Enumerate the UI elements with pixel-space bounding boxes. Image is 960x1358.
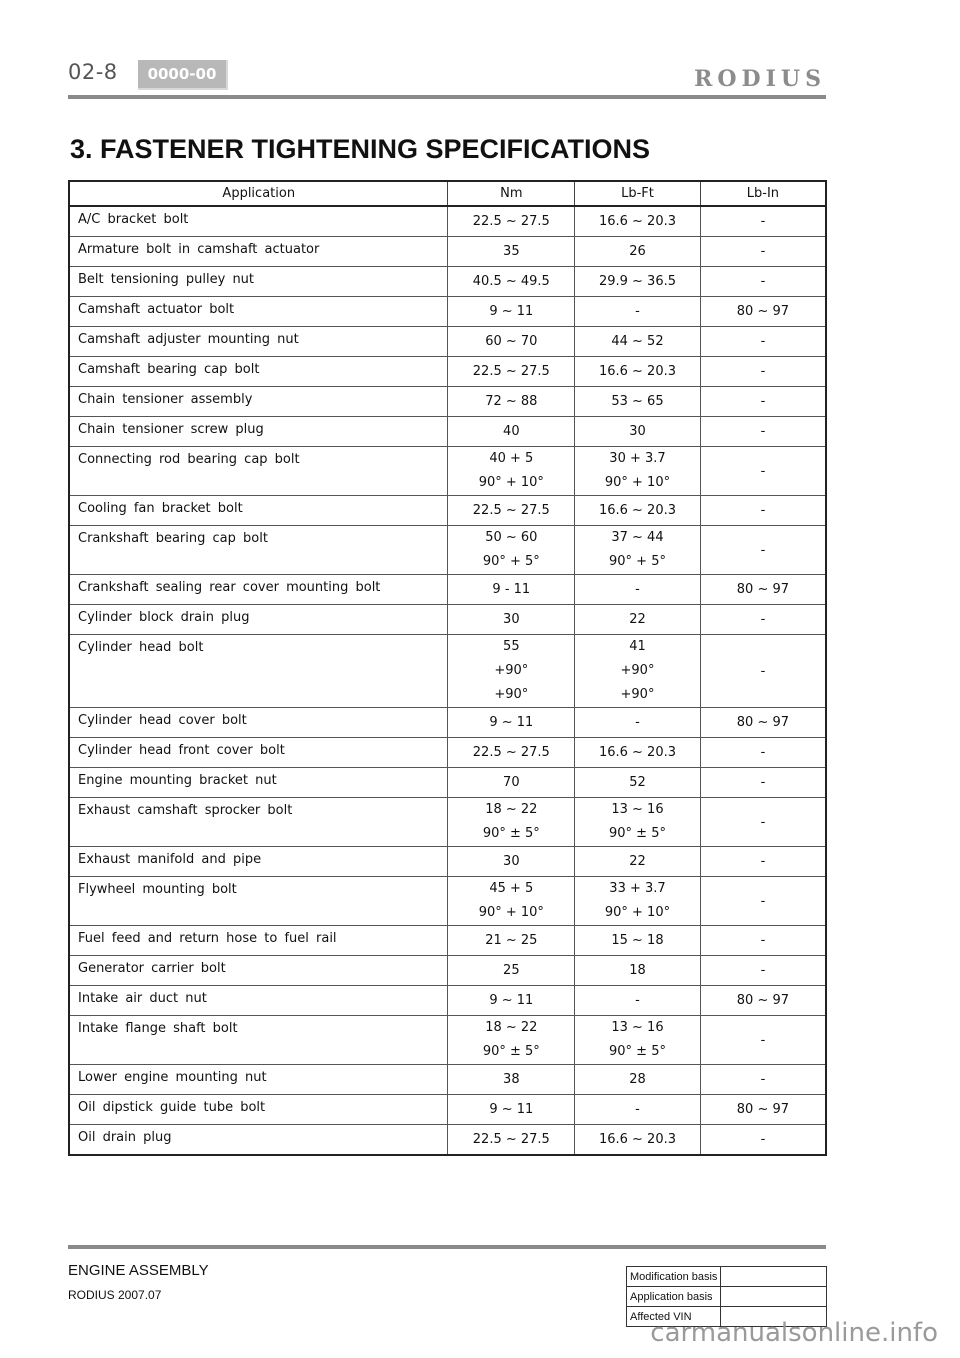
cell-lbft-line: +90° (620, 687, 655, 702)
cell-application: Armature bolt in camshaft actuator (69, 237, 448, 267)
modification-value (721, 1267, 827, 1287)
table-row (69, 387, 826, 417)
cell-lbft-line: 29.9 ~ 36.5 (598, 273, 677, 289)
table-row (69, 417, 826, 447)
table-row (69, 526, 826, 575)
cell-application: Camshaft bearing cap bolt (69, 357, 448, 387)
column-header-lbft: Lb-Ft (575, 181, 701, 206)
cell-lbft-line: - (635, 581, 640, 597)
table-row (69, 798, 826, 847)
cell-application: Intake flange shaft bolt (69, 1016, 448, 1065)
cell-lbft (575, 1095, 701, 1125)
cell-lbft-line: 15 ~ 18 (611, 932, 664, 948)
watermark: carmanualsonline.info (650, 1318, 938, 1348)
cell-lbft-line: - (635, 714, 640, 730)
cell-nm-line: 90° + 10° (478, 905, 544, 920)
cell-application: A/C bracket bolt (69, 206, 448, 237)
cell-nm-line: 22.5 ~ 27.5 (472, 1131, 550, 1147)
modification-label: Affected VIN (627, 1307, 721, 1327)
cell-nm (448, 297, 575, 327)
cell-application: Fuel feed and return hose to fuel rail (69, 926, 448, 956)
column-header-application: Application (69, 181, 448, 206)
modification-value (721, 1287, 827, 1307)
cell-application: Intake air duct nut (69, 986, 448, 1016)
cell-nm-line: 21 ~ 25 (485, 932, 538, 948)
cell-lbft (575, 206, 701, 237)
cell-lbin: 80 ~ 97 (700, 986, 826, 1016)
cell-lbft-line: 22 (629, 611, 646, 627)
table-row (69, 1095, 826, 1125)
cell-nm (448, 1065, 575, 1095)
cell-nm (448, 605, 575, 635)
modification-label: Modification basis (627, 1267, 721, 1287)
cell-lbft-line: 13 ~ 16 (611, 802, 664, 817)
tightening-spec-table (68, 180, 827, 1156)
cell-nm-line: 9 ~ 11 (489, 714, 534, 730)
cell-lbft (575, 496, 701, 526)
cell-lbft (575, 1016, 701, 1065)
cell-lbft-line: +90° (620, 663, 655, 678)
table-row (69, 237, 826, 267)
cell-lbft-line: - (635, 992, 640, 1008)
cell-lbft-line: 90° ± 5° (609, 826, 666, 841)
cell-application: Engine mounting bracket nut (69, 768, 448, 798)
cell-application: Cylinder head front cover bolt (69, 738, 448, 768)
cell-nm-line: 30 (503, 611, 520, 627)
cell-nm-line: 50 ~ 60 (485, 530, 538, 545)
table-row (69, 327, 826, 357)
cell-application: Exhaust manifold and pipe (69, 847, 448, 877)
cell-nm (448, 526, 575, 575)
cell-nm-line: 9 ~ 11 (489, 992, 534, 1008)
cell-nm (448, 635, 575, 708)
cell-lbft (575, 605, 701, 635)
cell-nm (448, 768, 575, 798)
cell-nm (448, 847, 575, 877)
cell-lbft (575, 267, 701, 297)
table-row (69, 297, 826, 327)
cell-lbft (575, 798, 701, 847)
cell-lbin: 80 ~ 97 (700, 297, 826, 327)
cell-lbin: - (700, 956, 826, 986)
cell-nm (448, 738, 575, 768)
cell-lbin: 80 ~ 97 (700, 1095, 826, 1125)
cell-nm (448, 575, 575, 605)
cell-lbft-line: 30 (629, 423, 646, 439)
cell-application: Cylinder head cover bolt (69, 708, 448, 738)
table-row (69, 496, 826, 526)
cell-lbft-line: 44 ~ 52 (611, 333, 664, 349)
cell-nm-line: 22.5 ~ 27.5 (472, 363, 550, 379)
cell-lbft (575, 237, 701, 267)
cell-nm-line: 25 (503, 962, 520, 978)
cell-lbft-line: 16.6 ~ 20.3 (598, 213, 677, 229)
table-row (69, 635, 826, 708)
table-row (69, 926, 826, 956)
cell-lbft-line: 22 (629, 853, 646, 869)
cell-nm-line: 22.5 ~ 27.5 (472, 213, 550, 229)
cell-lbft (575, 738, 701, 768)
cell-nm (448, 926, 575, 956)
cell-nm-line: 90° + 10° (478, 475, 544, 490)
cell-lbft-line: 16.6 ~ 20.3 (598, 363, 677, 379)
cell-lbin: - (700, 926, 826, 956)
cell-lbft (575, 926, 701, 956)
cell-lbft-line: 41 (629, 639, 646, 654)
table-row (69, 357, 826, 387)
cell-lbft-line: 90° + 10° (604, 475, 671, 490)
cell-nm-line: 18 ~ 22 (485, 1020, 538, 1035)
cell-lbft-line: 90° ± 5° (609, 1044, 666, 1059)
cell-lbin: - (700, 417, 826, 447)
cell-lbft-line: 26 (629, 243, 646, 259)
cell-lbft (575, 635, 701, 708)
cell-application: Cylinder head bolt (69, 635, 448, 708)
cell-lbft-line: 52 (629, 774, 646, 790)
page-number: 02-8 (68, 60, 118, 84)
cell-lbft (575, 708, 701, 738)
cell-lbft (575, 986, 701, 1016)
cell-nm (448, 708, 575, 738)
table-row (69, 986, 826, 1016)
cell-nm-line: 40 (503, 423, 520, 439)
cell-lbft-line: - (635, 303, 640, 319)
cell-nm (448, 956, 575, 986)
table-row (69, 738, 826, 768)
cell-nm-line: 22.5 ~ 27.5 (472, 744, 550, 760)
cell-nm-line: 9 ~ 11 (489, 1101, 534, 1117)
cell-application: Chain tensioner assembly (69, 387, 448, 417)
table-row (69, 956, 826, 986)
cell-lbin: - (700, 738, 826, 768)
cell-lbft (575, 417, 701, 447)
cell-lbft-line: 37 ~ 44 (611, 530, 664, 545)
cell-application: Flywheel mounting bolt (69, 877, 448, 926)
cell-nm-line: 35 (503, 243, 520, 259)
cell-lbin: - (700, 1125, 826, 1156)
cell-lbft-line: - (635, 1101, 640, 1117)
table-row (69, 847, 826, 877)
cell-lbin: - (700, 496, 826, 526)
cell-lbin: 80 ~ 97 (700, 708, 826, 738)
cell-lbft (575, 357, 701, 387)
cell-application: Chain tensioner screw plug (69, 417, 448, 447)
cell-nm-line: 9 - 11 (492, 581, 531, 597)
cell-lbft-line: 33 + 3.7 (609, 881, 666, 896)
cell-nm (448, 327, 575, 357)
table-row (69, 768, 826, 798)
cell-nm-line: 30 (503, 853, 520, 869)
cell-lbin: - (700, 798, 826, 847)
cell-nm-line: 40.5 ~ 49.5 (472, 273, 550, 289)
cell-lbft-line: 13 ~ 16 (611, 1020, 664, 1035)
cell-lbin: - (700, 237, 826, 267)
cell-lbin: - (700, 357, 826, 387)
cell-lbft (575, 877, 701, 926)
cell-nm (448, 496, 575, 526)
cell-lbft-line: 16.6 ~ 20.3 (598, 1131, 677, 1147)
cell-lbft (575, 768, 701, 798)
cell-nm-line: 55 (503, 639, 520, 654)
cell-nm (448, 417, 575, 447)
cell-lbft (575, 526, 701, 575)
cell-lbft (575, 297, 701, 327)
cell-nm (448, 1125, 575, 1156)
cell-nm (448, 387, 575, 417)
cell-lbin: - (700, 877, 826, 926)
cell-nm (448, 877, 575, 926)
cell-nm-line: 60 ~ 70 (485, 333, 538, 349)
cell-lbft (575, 956, 701, 986)
cell-application: Oil dipstick guide tube bolt (69, 1095, 448, 1125)
cell-lbft (575, 447, 701, 496)
cell-nm-line: 90° + 5° (482, 554, 540, 569)
cell-nm-line: +90° (494, 687, 529, 702)
cell-lbin: - (700, 847, 826, 877)
cell-lbin: - (700, 605, 826, 635)
cell-lbin: - (700, 768, 826, 798)
cell-nm (448, 206, 575, 237)
cell-nm (448, 798, 575, 847)
cell-application: Camshaft adjuster mounting nut (69, 327, 448, 357)
cell-lbin: - (700, 206, 826, 237)
table-row (69, 575, 826, 605)
cell-lbft (575, 1125, 701, 1156)
cell-nm-line: 18 ~ 22 (485, 802, 538, 817)
cell-application: Cylinder block drain plug (69, 605, 448, 635)
cell-nm (448, 986, 575, 1016)
cell-nm-line: 72 ~ 88 (485, 393, 538, 409)
cell-nm-line: 90° ± 5° (482, 1044, 540, 1059)
cell-lbin: - (700, 327, 826, 357)
cell-nm (448, 267, 575, 297)
cell-lbft (575, 1065, 701, 1095)
cell-lbin: - (700, 447, 826, 496)
section-code-badge: 0000-00 (138, 60, 228, 90)
cell-lbft-line: 16.6 ~ 20.3 (598, 502, 677, 518)
table-row (69, 708, 826, 738)
cell-lbin: - (700, 1065, 826, 1095)
cell-application: Cooling fan bracket bolt (69, 496, 448, 526)
modification-row (627, 1287, 827, 1307)
table-row (69, 267, 826, 297)
cell-application: Exhaust camshaft sprocker bolt (69, 798, 448, 847)
table-row (69, 206, 826, 237)
cell-lbft (575, 575, 701, 605)
column-header-lbin: Lb-In (700, 181, 826, 206)
cell-nm-line: 90° ± 5° (482, 826, 540, 841)
cell-nm-line: 9 ~ 11 (489, 303, 534, 319)
cell-lbin: - (700, 387, 826, 417)
cell-application: Connecting rod bearing cap bolt (69, 447, 448, 496)
cell-application: Crankshaft sealing rear cover mounting bolt (69, 575, 448, 605)
header-divider (68, 95, 826, 99)
table-row (69, 447, 826, 496)
column-header-nm: Nm (448, 181, 575, 206)
cell-nm (448, 447, 575, 496)
cell-lbin: - (700, 526, 826, 575)
page-title: 3. FASTENER TIGHTENING SPECIFICATIONS (70, 134, 651, 164)
cell-nm (448, 1016, 575, 1065)
cell-application: Camshaft actuator bolt (69, 297, 448, 327)
cell-lbin: - (700, 267, 826, 297)
cell-nm-line: +90° (494, 663, 529, 678)
modification-row (627, 1267, 827, 1287)
cell-nm-line: 22.5 ~ 27.5 (472, 502, 550, 518)
cell-nm-line: 38 (503, 1071, 520, 1087)
cell-application: Belt tensioning pulley nut (69, 267, 448, 297)
cell-lbft-line: 30 + 3.7 (609, 451, 666, 466)
cell-lbft (575, 847, 701, 877)
cell-lbft-line: 90° + 10° (604, 905, 671, 920)
cell-nm (448, 237, 575, 267)
cell-lbft-line: 28 (629, 1071, 646, 1087)
table-row (69, 1065, 826, 1095)
cell-lbin: 80 ~ 97 (700, 575, 826, 605)
cell-nm-line: 70 (503, 774, 520, 790)
cell-lbft-line: 16.6 ~ 20.3 (598, 744, 677, 760)
cell-lbft-line: 90° + 5° (609, 554, 666, 569)
table-row (69, 605, 826, 635)
table-body (69, 206, 826, 1155)
cell-application: Crankshaft bearing cap bolt (69, 526, 448, 575)
cell-application: Lower engine mounting nut (69, 1065, 448, 1095)
table-row (69, 1125, 826, 1156)
cell-nm (448, 1095, 575, 1125)
brand-logo: RODIUS (694, 66, 826, 92)
footer-divider (68, 1245, 826, 1249)
table-header-row (69, 181, 826, 206)
modification-label: Application basis (627, 1287, 721, 1307)
cell-application: Generator carrier bolt (69, 956, 448, 986)
cell-lbft (575, 327, 701, 357)
table-row (69, 877, 826, 926)
cell-nm-line: 45 + 5 (489, 881, 534, 896)
table-row (69, 1016, 826, 1065)
cell-lbft (575, 387, 701, 417)
cell-application: Oil drain plug (69, 1125, 448, 1156)
cell-lbin: - (700, 1016, 826, 1065)
footer-edition: RODIUS 2007.07 (68, 1288, 162, 1302)
cell-lbft-line: 18 (629, 962, 646, 978)
cell-lbin: - (700, 635, 826, 708)
footer-section-name: ENGINE ASSEMBLY (68, 1262, 209, 1279)
cell-nm-line: 40 + 5 (489, 451, 534, 466)
cell-lbft-line: 53 ~ 65 (611, 393, 664, 409)
cell-nm (448, 357, 575, 387)
